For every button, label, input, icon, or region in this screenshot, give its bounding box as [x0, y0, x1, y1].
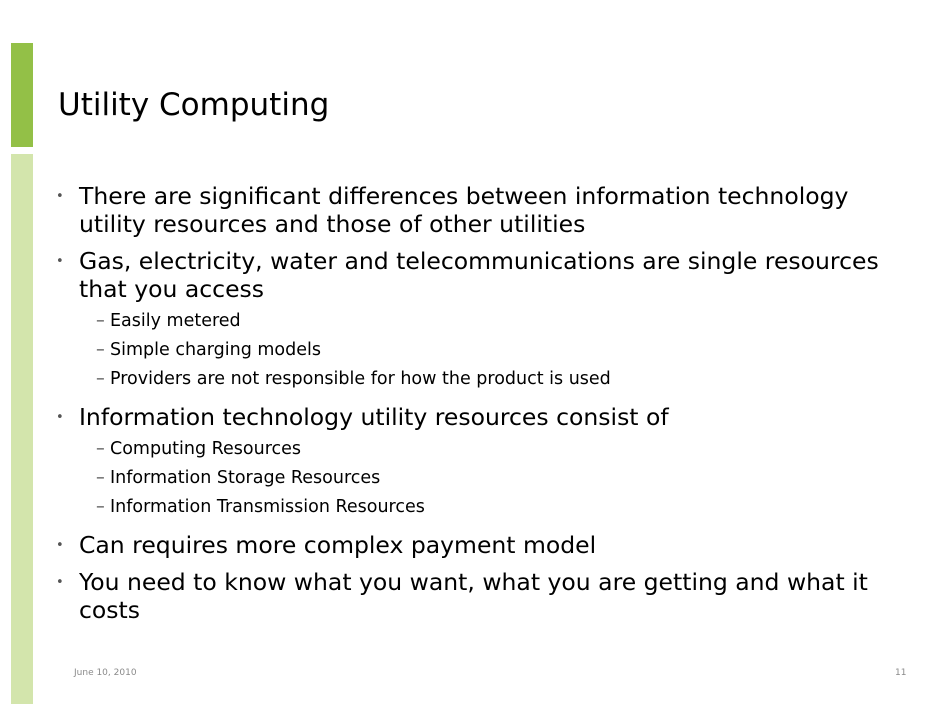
sub-bullet-item — [56, 307, 886, 336]
sub-bullet-item — [56, 493, 886, 522]
sub-bullet-item — [56, 464, 886, 493]
footer-date: June 10, 2010 — [74, 668, 137, 678]
bullet-item — [56, 247, 886, 394]
sub-bullet-item — [56, 365, 886, 394]
bullet-line: There are significant differences between information technology — [79, 182, 849, 210]
accent-bar-bottom — [11, 154, 33, 704]
sub-bullet-text: Providers are not responsible for how the product is used — [110, 369, 611, 389]
slide-body — [56, 182, 886, 633]
sub-bullet-list — [56, 435, 886, 522]
bullet-icon: • — [56, 410, 64, 425]
sub-bullet-list — [56, 307, 886, 394]
dash-icon: – — [96, 439, 105, 459]
sub-bullet-item — [56, 336, 886, 365]
bullet-icon: • — [56, 575, 64, 590]
sub-bullet-item — [56, 435, 886, 464]
dash-icon: – — [96, 468, 105, 488]
bullet-icon: • — [56, 189, 64, 204]
bullet-line: You need to know what you want, what you are getting and what it — [79, 568, 868, 596]
bullet-item — [56, 568, 886, 624]
bullet-item — [56, 403, 886, 522]
bullet-line: utility resources and those of other utilities — [79, 210, 586, 238]
accent-bar-top — [11, 43, 33, 147]
dash-icon: – — [96, 340, 105, 360]
sub-bullet-text: Simple charging models — [110, 340, 321, 360]
bullet-line: that you access — [79, 275, 265, 303]
slide-title: Utility Computing — [58, 87, 330, 123]
bullet-line: Information technology utility resources consist of — [79, 403, 669, 431]
sub-bullet-text: Information Transmission Resources — [110, 497, 425, 517]
sub-bullet-text: Computing Resources — [110, 439, 302, 459]
bullet-item — [56, 182, 886, 238]
bullet-icon: • — [56, 254, 64, 269]
bullet-item — [56, 531, 886, 559]
dash-icon: – — [96, 497, 105, 517]
dash-icon: – — [96, 311, 105, 331]
slide-number: 11 — [895, 668, 907, 678]
sub-bullet-text: Information Storage Resources — [110, 468, 381, 488]
bullet-line: costs — [79, 596, 140, 624]
bullet-line: Gas, electricity, water and telecommunications are single resources — [79, 247, 879, 275]
bullet-icon: • — [56, 538, 64, 553]
bullet-line: Can requires more complex payment model — [79, 531, 597, 559]
dash-icon: – — [96, 369, 105, 389]
sub-bullet-text: Easily metered — [110, 311, 241, 331]
